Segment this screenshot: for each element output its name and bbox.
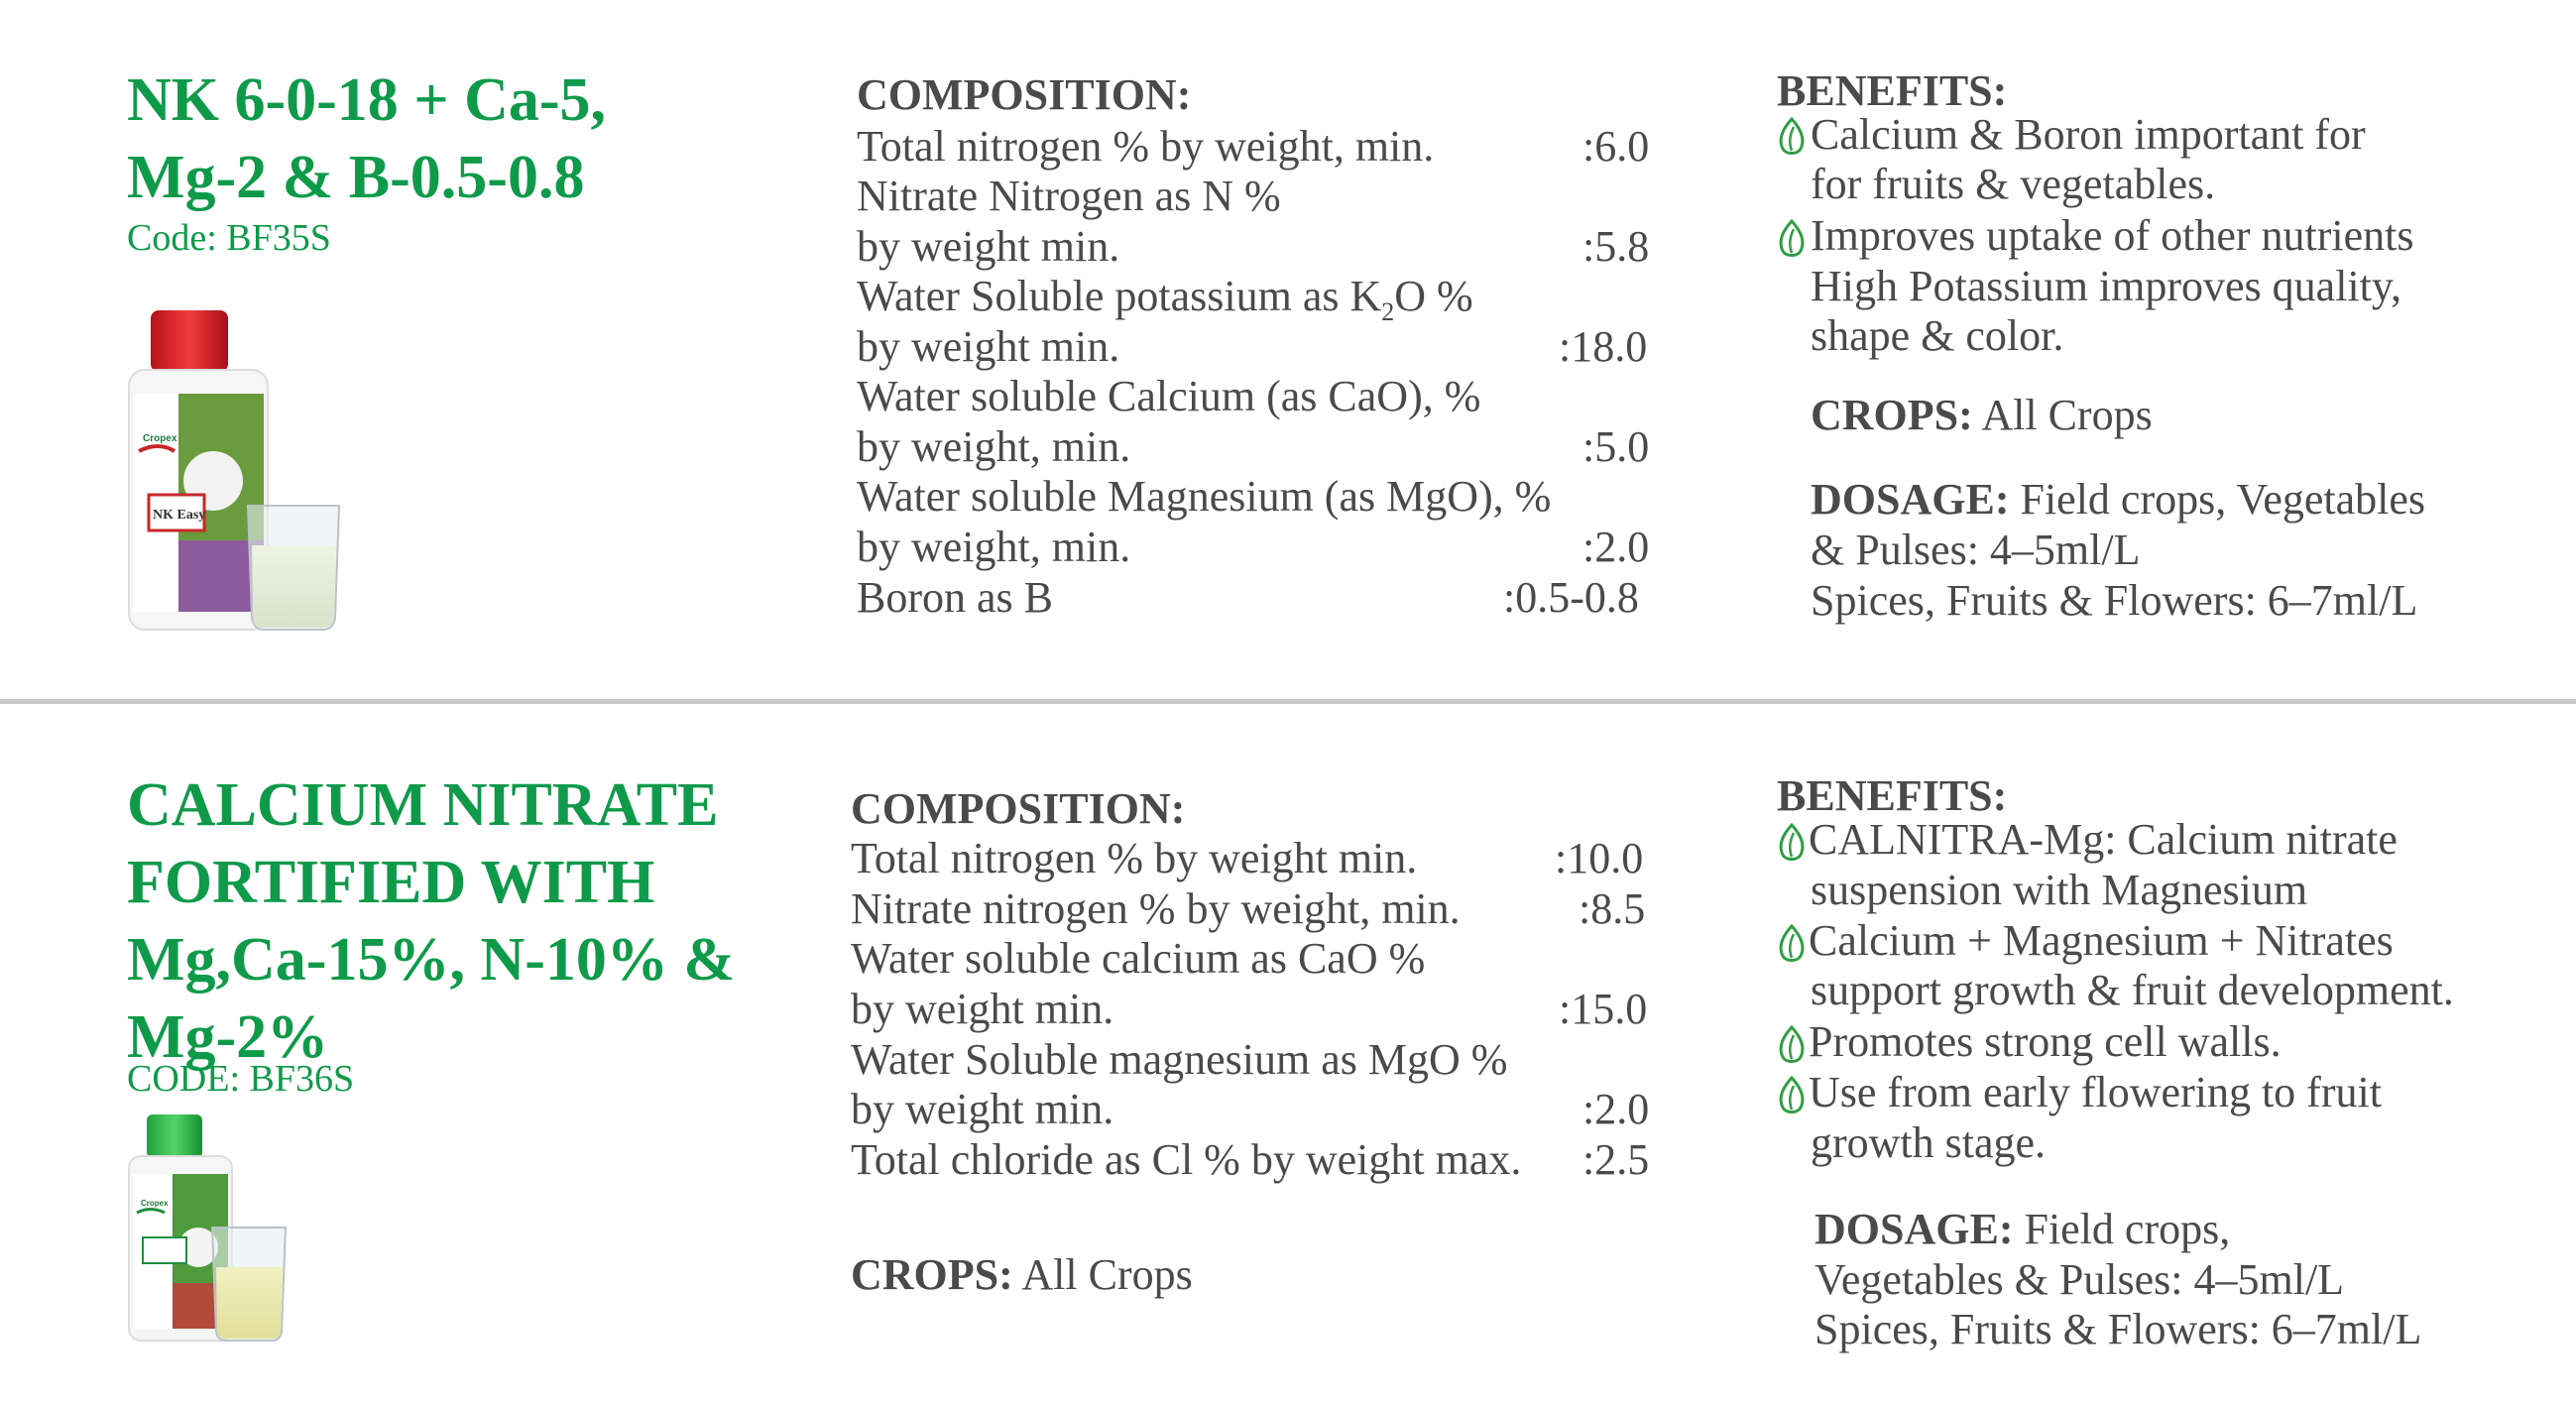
benefit-item: Improves uptake of other nutrients [1811, 211, 2414, 260]
product-2-bottle-image [123, 1109, 292, 1346]
composition-label: Water Soluble potassium as $K_2O$ % [857, 272, 1473, 326]
benefit-item: Calcium & Boron important for [1811, 110, 2366, 159]
composition-value: :18.0 [1559, 322, 1648, 371]
composition-heading: COMPOSITION: [851, 784, 1186, 833]
composition-label: by weight, min. [857, 523, 1131, 571]
title-line: NK 6-0-18 + Ca-5, [127, 66, 607, 134]
leaf-icon [1777, 1076, 1807, 1115]
product-1-title [127, 61, 606, 216]
benefit-item: Use from early flowering to fruit [1809, 1068, 2382, 1116]
composition-value: :2.5 [1582, 1135, 1650, 1184]
composition-label: by weight min. [851, 985, 1114, 1033]
product-1-bottle-image [119, 302, 347, 640]
title-line: Mg,Ca-15%, N-10% & [127, 926, 736, 994]
dosage-line: Vegetables & Pulses: 4–5ml/L [1815, 1255, 2345, 1304]
bottle-1-brand-text: Cropex [143, 433, 177, 444]
dosage-line: Spices, Fruits & Flowers: 6–7ml/L [1811, 576, 2418, 625]
benefit-item: for fruits & vegetables. [1811, 160, 2216, 208]
composition-value: :8.5 [1579, 884, 1646, 933]
title-line: CALCIUM NITRATE [127, 771, 719, 839]
title-line: Mg-2 & B-0.5-0.8 [127, 144, 585, 211]
bottle-1-label-text: NK Easy [153, 508, 206, 523]
leaf-icon [1777, 823, 1807, 863]
composition-value: :15.0 [1559, 985, 1648, 1033]
composition-label: Total nitrogen % by weight, min. [857, 122, 1435, 171]
composition-label: Nitrate Nitrogen as N % [857, 172, 1281, 220]
dosage-line: & Pulses: 4–5ml/L [1811, 526, 2141, 574]
composition-label: Total nitrogen % by weight min. [851, 834, 1418, 882]
title-line: FORTIFIED WITH [127, 849, 655, 916]
product-2-title [127, 766, 735, 1076]
product-1-code: Code: BF35S [127, 217, 331, 259]
dosage-line: Spices, Fruits & Flowers: 6–7ml/L [1815, 1305, 2422, 1353]
composition-label: Water soluble Calcium (as CaO), % [857, 372, 1481, 420]
composition-label: Water soluble Magnesium (as MgO), % [857, 472, 1552, 521]
leaf-icon [1777, 117, 1807, 157]
bottle-2-brand-text: Cropex [141, 1199, 169, 1208]
composition-label: by weight min. [851, 1085, 1114, 1133]
dosage-line: DOSAGE: Field crops, [1815, 1205, 2231, 1253]
dosage-line: DOSAGE: Field crops, Vegetables [1811, 475, 2426, 524]
benefit-item: Calcium + Magnesium + Nitrates [1809, 916, 2394, 965]
composition-label: Nitrate nitrogen % by weight, min. [851, 884, 1461, 933]
leaf-icon [1777, 1025, 1807, 1065]
composition-value: :2.0 [1582, 1085, 1650, 1133]
composition-heading: COMPOSITION: [857, 70, 1192, 119]
benefits-heading: BENEFITS: [1777, 66, 2008, 115]
composition-value: :5.0 [1582, 422, 1650, 471]
composition-label: by weight min. [857, 322, 1120, 371]
composition-label: Total chloride as Cl % by weight max. [851, 1135, 1522, 1184]
composition-value: :6.0 [1582, 122, 1650, 171]
benefit-item: growth stage. [1811, 1118, 2047, 1167]
title-line: Mg-2% [127, 1003, 329, 1071]
leaf-icon [1777, 219, 1807, 259]
composition-value: :2.0 [1582, 523, 1650, 571]
crops-line: CROPS: All Crops [1811, 391, 2153, 439]
composition-value: :10.0 [1555, 834, 1644, 882]
composition-label: by weight min. [857, 222, 1120, 271]
benefit-item: suspension with Magnesium [1811, 866, 2308, 914]
composition-label: by weight, min. [857, 422, 1131, 471]
benefit-item: support growth & fruit development. [1811, 966, 2454, 1014]
composition-label: Boron as B [857, 573, 1053, 622]
benefits-heading: BENEFITS: [1777, 771, 2008, 820]
leaf-icon [1777, 924, 1807, 964]
composition-value: :5.8 [1582, 222, 1650, 271]
benefit-item: shape & color. [1811, 311, 2064, 360]
composition-label: Water soluble calcium as CaO % [851, 934, 1426, 983]
crops-line: CROPS: All Crops [851, 1250, 1193, 1299]
section-divider [0, 699, 2576, 704]
benefit-item: High Potassium improves quality, [1811, 262, 2402, 310]
composition-value: :0.5-0.8 [1503, 573, 1639, 622]
benefit-item: Promotes strong cell walls. [1809, 1017, 2282, 1066]
composition-label: Water Soluble magnesium as MgO % [851, 1035, 1508, 1084]
product-2-code: CODE: BF36S [127, 1058, 355, 1100]
benefit-item: CALNITRA-Mg: Calcium nitrate [1809, 815, 2398, 864]
